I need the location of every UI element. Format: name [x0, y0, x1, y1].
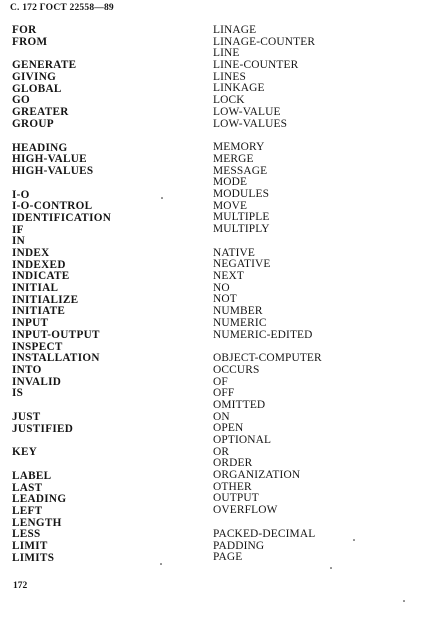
- reserved-word: LEADING: [12, 493, 67, 506]
- reserved-word: OF: [213, 375, 228, 388]
- reserved-word: ORGANIZATION: [213, 469, 301, 482]
- reserved-word: OCCURS: [213, 363, 260, 376]
- reserved-word: LOW-VALUES: [213, 117, 288, 130]
- reserved-word: INTO: [12, 363, 42, 376]
- reserved-word: KEY: [12, 446, 38, 459]
- reserved-word: IF: [12, 223, 24, 236]
- reserved-word: LEFT: [12, 505, 43, 518]
- page-header: С. 172 ГОСТ 22558—89: [10, 3, 114, 13]
- reserved-word: IN: [12, 235, 26, 248]
- reserved-word: PADDING: [213, 539, 265, 552]
- scan-speck: [403, 600, 405, 602]
- reserved-word: LENGTH: [12, 516, 62, 529]
- reserved-word: MESSAGE: [213, 164, 268, 177]
- reserved-word: OBJECT-COMPUTER: [213, 352, 322, 365]
- reserved-word: GIVING: [12, 71, 57, 84]
- reserved-word: LINAGE: [213, 24, 257, 36]
- reserved-word: OPTIONAL: [213, 434, 272, 446]
- scan-speck: [330, 567, 332, 569]
- reserved-word: INPUT: [12, 317, 49, 330]
- reserved-word: INVALID: [12, 375, 62, 388]
- reserved-word: OVERFLOW: [213, 504, 278, 517]
- reserved-word: JUST: [12, 410, 41, 423]
- reserved-word: OMITTED: [213, 398, 266, 411]
- scan-speck: [353, 539, 355, 541]
- scan-speck: [160, 563, 162, 565]
- reserved-word: LOCK: [213, 94, 245, 107]
- group-spacer: [213, 236, 413, 248]
- reserved-word: I-O: [12, 188, 30, 201]
- reserved-word: LIMITS: [12, 551, 55, 564]
- reserved-word: OUTPUT: [213, 492, 259, 505]
- group-spacer: [12, 131, 202, 143]
- reserved-words-right-column: [213, 25, 413, 564]
- reserved-word: MEMORY: [213, 141, 265, 154]
- reserved-word: INSPECT: [12, 340, 63, 353]
- reserved-word: INSTALLATION: [12, 352, 100, 365]
- reserved-word: NUMBER: [213, 305, 263, 318]
- reserved-word: OTHER: [213, 480, 252, 493]
- reserved-word: LINAGE-COUNTER: [213, 35, 316, 48]
- reserved-word: LAST: [12, 481, 43, 494]
- reserved-word: INPUT-OUTPUT: [12, 328, 100, 341]
- reserved-word: IS: [12, 387, 24, 400]
- reserved-word: LOW-VALUE: [213, 105, 281, 118]
- reserved-word: OPEN: [213, 422, 244, 435]
- reserved-word: I-O-CONTROL: [12, 200, 93, 213]
- reserved-word: HIGH-VALUE: [12, 153, 87, 166]
- reserved-word: FOR: [12, 24, 37, 36]
- reserved-word: MODULES: [213, 187, 270, 200]
- reserved-word: OFF: [213, 387, 235, 400]
- scan-speck: [161, 197, 163, 199]
- reserved-word: NUMERIC: [213, 316, 267, 329]
- reserved-word: PAGE: [213, 551, 243, 564]
- reserved-word: LIMIT: [12, 540, 48, 553]
- reserved-word: OR: [213, 445, 230, 458]
- reserved-word: JUSTIFIED: [12, 422, 74, 435]
- group-spacer: [12, 178, 202, 190]
- reserved-word: NOT: [213, 293, 237, 306]
- reserved-word: NATIVE: [213, 246, 256, 259]
- reserved-word: MODE: [213, 176, 248, 189]
- reserved-word: MERGE: [213, 152, 254, 165]
- reserved-word: MULTIPLY: [213, 223, 270, 235]
- reserved-word: INDEX: [12, 247, 50, 259]
- reserved-word: PACKED-DECIMAL: [213, 527, 316, 540]
- reserved-word: INITIATE: [12, 305, 66, 318]
- reserved-word: LINKAGE: [213, 82, 265, 95]
- reserved-word: HIGH-VALUES: [12, 164, 94, 177]
- reserved-word: GENERATE: [12, 59, 77, 72]
- reserved-word: INDICATE: [12, 270, 70, 283]
- reserved-word: LINES: [213, 70, 247, 83]
- reserved-word: NUMERIC-EDITED: [213, 328, 313, 341]
- reserved-word: ORDER: [213, 457, 253, 470]
- reserved-word: NO: [213, 281, 230, 294]
- page-number: 172: [13, 581, 28, 591]
- reserved-word: LINE: [213, 47, 240, 60]
- reserved-word: GO: [12, 94, 31, 107]
- reserved-word: GREATER: [12, 106, 69, 119]
- reserved-word: GROUP: [12, 117, 54, 130]
- group-spacer: [12, 435, 202, 447]
- reserved-word: IDENTIFICATION: [12, 211, 112, 224]
- group-spacer: [213, 517, 413, 529]
- reserved-word: FROM: [12, 35, 48, 48]
- reserved-word: NEXT: [213, 270, 244, 283]
- reserved-word: GLOBAL: [12, 82, 62, 95]
- reserved-word: HEADING: [12, 141, 68, 154]
- reserved-words-left-column: [12, 25, 202, 565]
- reserved-word: MOVE: [213, 199, 248, 212]
- reserved-word: INITIAL: [12, 282, 59, 295]
- reserved-word: NEGATIVE: [213, 258, 271, 271]
- reserved-word: LESS: [12, 528, 41, 541]
- reserved-word: ON: [213, 410, 230, 423]
- reserved-word: LINE-COUNTER: [213, 59, 299, 72]
- reserved-word: INITIALIZE: [12, 293, 79, 306]
- reserved-word: LABEL: [12, 470, 52, 482]
- reserved-word: INDEXED: [12, 258, 66, 271]
- reserved-word: MULTIPLE: [213, 211, 270, 224]
